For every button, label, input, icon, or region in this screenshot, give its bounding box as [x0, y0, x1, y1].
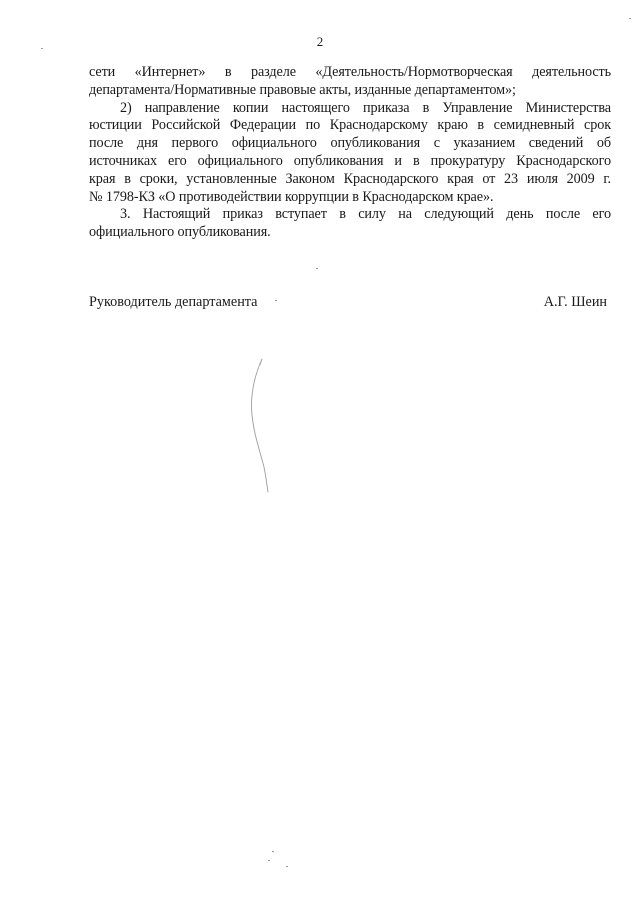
- handwritten-signature: [240, 355, 280, 495]
- paragraph-line: официального опубликования.: [89, 224, 271, 241]
- page-number: 2: [316, 34, 324, 49]
- paragraph-line: после дня первого официального опубликования с указанием сведений об: [89, 135, 611, 152]
- scan-speck: [316, 268, 318, 269]
- paragraph-line: 3. Настоящий приказ вступает в силу на следующий день после его: [120, 206, 611, 223]
- paragraph-line: юстиции Российской Федерации по Краснодарскому краю в семидневный срок: [89, 117, 611, 134]
- paragraph-line: № 1798-КЗ «О противодействии коррупции в Краснодарском крае».: [89, 188, 494, 205]
- scan-speck: [629, 18, 631, 19]
- paragraph-3: [89, 206, 611, 242]
- paragraph-line: сети «Интернет» в разделе «Деятельность/Нормотворческая деятельность: [89, 64, 611, 80]
- paragraph-line: 2) направление копии настоящего приказа в Управление Министерства: [120, 99, 611, 116]
- paragraph-line: департамента/Нормативные правовые акты, изданные департаментом»;: [89, 81, 516, 98]
- scan-speck: [286, 866, 288, 867]
- signatory-name: А.Г. Шеин: [543, 294, 607, 310]
- scan-speck: [272, 851, 274, 852]
- document-body: [89, 64, 611, 242]
- paragraph-1: [89, 64, 611, 100]
- scan-speck: [41, 48, 43, 49]
- paragraph-2: [89, 100, 611, 207]
- signatory-position: Руководитель департамента: [89, 294, 258, 310]
- scan-speck: [268, 860, 270, 861]
- paragraph-line: края в сроки, установленные Законом Краснодарского края от 23 июля 2009 г.: [89, 170, 611, 187]
- paragraph-line: источниках его официального опубликования и в прокуратуру Краснодарского: [89, 152, 611, 169]
- scan-speck: [275, 300, 277, 301]
- signature-block: [89, 293, 607, 311]
